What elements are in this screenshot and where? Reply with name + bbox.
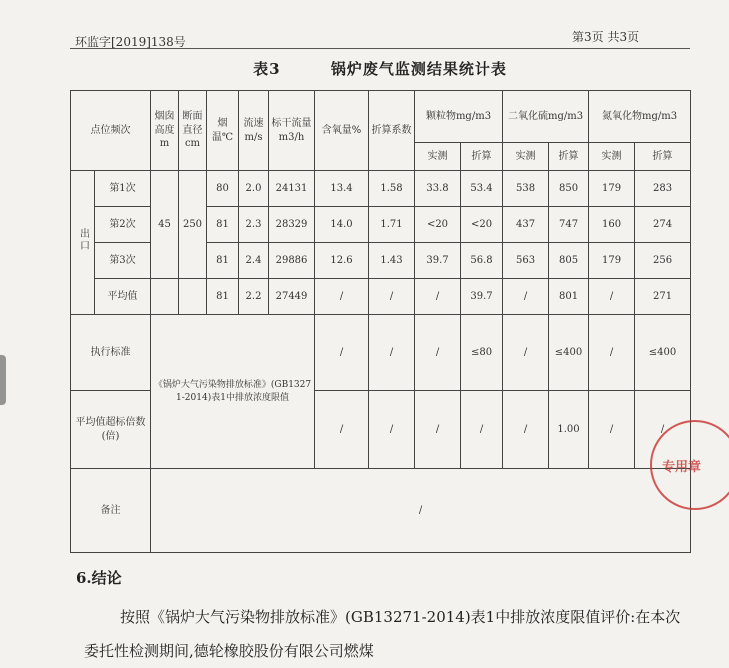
header-so2-converted: 折算: [549, 143, 589, 171]
header-height: 烟囱高度m: [151, 91, 179, 171]
std-so2-converted-cell: ≤400: [549, 315, 589, 391]
diameter-average-cell: [179, 279, 207, 315]
so2-converted-cell: 801: [549, 279, 589, 315]
so2-converted-cell: 850: [549, 171, 589, 207]
exc-so2-measured-cell: /: [503, 391, 549, 469]
nox-converted-cell: 256: [635, 243, 691, 279]
header-pm-converted: 折算: [461, 143, 503, 171]
standard-label: 执行标准: [71, 315, 151, 391]
header-o2: 含氧量%: [315, 91, 369, 171]
standard-row: [71, 315, 691, 391]
pm-measured-cell: <20: [415, 207, 461, 243]
velocity-cell: 2.2: [239, 279, 269, 315]
nox-measured-cell: 160: [589, 207, 635, 243]
factor-cell: 1.58: [369, 171, 415, 207]
temp-cell: 81: [207, 279, 239, 315]
conclusion-text: 按照《锅炉大气污染物排放标准》(GB13271-2014)表1中排放浓度限值评价:在本次委托性检测期间,德轮橡胶股份有限公司燃煤: [84, 608, 681, 660]
remark-row: [71, 469, 691, 553]
header-pm-measured: 实测: [415, 143, 461, 171]
std-pm-measured-cell: /: [415, 315, 461, 391]
exc-o2-cell: /: [315, 391, 369, 469]
results-table: [70, 90, 691, 553]
page-info: 第3页 共3页: [572, 30, 640, 44]
header-so2-measured: 实测: [503, 143, 549, 171]
o2-cell: /: [315, 279, 369, 315]
table-title: [70, 58, 690, 79]
so2-converted-cell: 747: [549, 207, 589, 243]
header-flow: 标干流量m3/h: [269, 91, 315, 171]
temp-cell: 81: [207, 243, 239, 279]
flow-cell: 29886: [269, 243, 315, 279]
header-velocity: 流速m/s: [239, 91, 269, 171]
row-label: 第1次: [95, 171, 151, 207]
pm-measured-cell: 39.7: [415, 243, 461, 279]
pm-converted-cell: 56.8: [461, 243, 503, 279]
exc-pm-converted-cell: /: [461, 391, 503, 469]
so2-measured-cell: 563: [503, 243, 549, 279]
header-pm: 颗粒物mg/m3: [415, 91, 503, 143]
nox-converted-cell: 271: [635, 279, 691, 315]
so2-measured-cell: /: [503, 279, 549, 315]
factor-cell: /: [369, 279, 415, 315]
pm-measured-cell: /: [415, 279, 461, 315]
header-diameter: 断面直径cm: [179, 91, 207, 171]
exc-pm-measured-cell: /: [415, 391, 461, 469]
stamp-text: 专用章: [662, 459, 702, 475]
std-nox-measured-cell: /: [589, 315, 635, 391]
row-label: 第3次: [95, 243, 151, 279]
height-average-cell: [151, 279, 179, 315]
so2-measured-cell: 538: [503, 171, 549, 207]
std-so2-measured-cell: /: [503, 315, 549, 391]
page-edge-shadow: [0, 355, 6, 405]
header-divider: [70, 48, 690, 49]
header-nox-converted: 折算: [635, 143, 691, 171]
pm-converted-cell: 39.7: [461, 279, 503, 315]
flow-cell: 28329: [269, 207, 315, 243]
header-nox: 氮氧化物mg/m3: [589, 91, 691, 143]
nox-converted-cell: 274: [635, 207, 691, 243]
header-temp: 烟温℃: [207, 91, 239, 171]
header-nox-measured: 实测: [589, 143, 635, 171]
factor-cell: 1.43: [369, 243, 415, 279]
header-factor: 折算系数: [369, 91, 415, 171]
standard-text: 《锅炉大气污染物排放标准》(GB13271-2014)表1中排放浓度限值: [151, 315, 315, 469]
remark-label: 备注: [71, 469, 151, 553]
nox-measured-cell: /: [589, 279, 635, 315]
so2-converted-cell: 805: [549, 243, 589, 279]
velocity-cell: 2.3: [239, 207, 269, 243]
nox-measured-cell: 179: [589, 243, 635, 279]
header-point: 点位频次: [71, 91, 151, 171]
outlet-label: 出口: [71, 171, 95, 315]
pm-measured-cell: 33.8: [415, 171, 461, 207]
exc-so2-converted-cell: 1.00: [549, 391, 589, 469]
exceed-label: 平均值超标倍数(倍): [71, 391, 151, 469]
temp-cell: 81: [207, 207, 239, 243]
table-title-text: 锅炉废气监测结果统计表: [330, 60, 507, 78]
temp-cell: 80: [207, 171, 239, 207]
o2-cell: 14.0: [315, 207, 369, 243]
factor-cell: 1.71: [369, 207, 415, 243]
velocity-cell: 2.4: [239, 243, 269, 279]
velocity-cell: 2.0: [239, 171, 269, 207]
std-factor-cell: /: [369, 315, 415, 391]
o2-cell: 13.4: [315, 171, 369, 207]
height-value: 45: [151, 171, 179, 279]
std-pm-converted-cell: ≤80: [461, 315, 503, 391]
exc-factor-cell: /: [369, 391, 415, 469]
table-row-average: [71, 279, 691, 315]
pm-converted-cell: 53.4: [461, 171, 503, 207]
row-label: 平均值: [95, 279, 151, 315]
header-so2: 二氧化硫mg/m3: [503, 91, 589, 143]
table-number: 表3: [253, 60, 281, 78]
std-o2-cell: /: [315, 315, 369, 391]
table-row: [71, 171, 691, 207]
nox-measured-cell: 179: [589, 171, 635, 207]
doc-number: 环监字[2019]138号: [75, 35, 186, 49]
flow-cell: 27449: [269, 279, 315, 315]
std-nox-converted-cell: ≤400: [635, 315, 691, 391]
remark-value: /: [151, 469, 691, 553]
so2-measured-cell: 437: [503, 207, 549, 243]
nox-converted-cell: 283: [635, 171, 691, 207]
exc-nox-measured-cell: /: [589, 391, 635, 469]
conclusion-heading: 6.结论: [76, 569, 122, 587]
row-label: 第2次: [95, 207, 151, 243]
flow-cell: 24131: [269, 171, 315, 207]
diameter-value: 250: [179, 171, 207, 279]
o2-cell: 12.6: [315, 243, 369, 279]
exc-nox-converted-cell: /: [635, 391, 691, 469]
pm-converted-cell: <20: [461, 207, 503, 243]
